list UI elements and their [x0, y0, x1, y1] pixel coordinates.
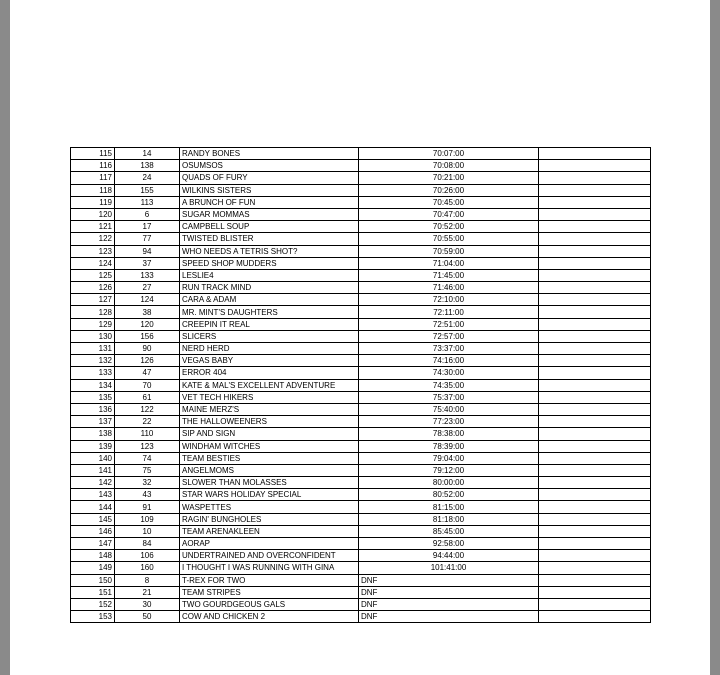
empty-cell	[539, 257, 651, 269]
table-row	[71, 148, 651, 160]
team-name-cell: RAGIN' BUNGHOLES	[180, 513, 359, 525]
table-row	[71, 196, 651, 208]
place-cell: 149	[71, 562, 115, 574]
team-name-cell: WILKINS SISTERS	[180, 184, 359, 196]
place-cell: 135	[71, 391, 115, 403]
place-cell: 118	[71, 184, 115, 196]
empty-cell	[539, 489, 651, 501]
team-name-cell: AORAP	[180, 538, 359, 550]
place-cell: 124	[71, 257, 115, 269]
bib-cell: 14	[115, 148, 180, 160]
empty-cell	[539, 306, 651, 318]
place-cell: 126	[71, 282, 115, 294]
finish-time-cell: 79:12:00	[359, 464, 539, 476]
empty-cell	[539, 294, 651, 306]
bib-cell: 43	[115, 489, 180, 501]
table-row	[71, 233, 651, 245]
team-name-cell: NERD HERD	[180, 343, 359, 355]
place-cell: 125	[71, 269, 115, 281]
document-page	[10, 0, 710, 675]
place-cell: 139	[71, 440, 115, 452]
empty-cell	[539, 367, 651, 379]
empty-cell	[539, 318, 651, 330]
team-name-cell: UNDERTRAINED AND OVERCONFIDENT	[180, 550, 359, 562]
team-name-cell: TEAM STRIPES	[180, 586, 359, 598]
empty-cell	[539, 148, 651, 160]
team-name-cell: CAMPBELL SOUP	[180, 221, 359, 233]
empty-cell	[539, 391, 651, 403]
bib-cell: 32	[115, 477, 180, 489]
place-cell: 146	[71, 525, 115, 537]
team-name-cell: WHO NEEDS A TETRIS SHOT?	[180, 245, 359, 257]
table-row	[71, 172, 651, 184]
empty-cell	[539, 452, 651, 464]
place-cell: 116	[71, 160, 115, 172]
finish-time-cell: 74:35:00	[359, 379, 539, 391]
table-row	[71, 282, 651, 294]
table-row	[71, 416, 651, 428]
bib-cell: 106	[115, 550, 180, 562]
place-cell: 141	[71, 464, 115, 476]
place-cell: 148	[71, 550, 115, 562]
team-name-cell: MR. MINT'S DAUGHTERS	[180, 306, 359, 318]
finish-time-cell: DNF	[359, 598, 539, 610]
team-name-cell: LESLIE4	[180, 269, 359, 281]
place-cell: 143	[71, 489, 115, 501]
empty-cell	[539, 172, 651, 184]
bib-cell: 37	[115, 257, 180, 269]
results-table-body	[71, 148, 651, 623]
bib-cell: 17	[115, 221, 180, 233]
place-cell: 152	[71, 598, 115, 610]
finish-time-cell: 70:55:00	[359, 233, 539, 245]
finish-time-cell: 70:45:00	[359, 196, 539, 208]
empty-cell	[539, 245, 651, 257]
place-cell: 119	[71, 196, 115, 208]
empty-cell	[539, 501, 651, 513]
finish-time-cell: 85:45:00	[359, 525, 539, 537]
finish-time-cell: 101:41:00	[359, 562, 539, 574]
place-cell: 130	[71, 330, 115, 342]
bib-cell: 120	[115, 318, 180, 330]
finish-time-cell: 71:46:00	[359, 282, 539, 294]
table-row	[71, 269, 651, 281]
bib-cell: 61	[115, 391, 180, 403]
place-cell: 115	[71, 148, 115, 160]
empty-cell	[539, 477, 651, 489]
finish-time-cell: 70:08:00	[359, 160, 539, 172]
place-cell: 140	[71, 452, 115, 464]
empty-cell	[539, 598, 651, 610]
table-row	[71, 208, 651, 220]
finish-time-cell: 75:37:00	[359, 391, 539, 403]
empty-cell	[539, 403, 651, 415]
place-cell: 127	[71, 294, 115, 306]
empty-cell	[539, 208, 651, 220]
bib-cell: 6	[115, 208, 180, 220]
empty-cell	[539, 343, 651, 355]
bib-cell: 133	[115, 269, 180, 281]
finish-time-cell: 70:47:00	[359, 208, 539, 220]
team-name-cell: CREEPIN IT REAL	[180, 318, 359, 330]
team-name-cell: SLOWER THAN MOLASSES	[180, 477, 359, 489]
finish-time-cell: 79:04:00	[359, 452, 539, 464]
team-name-cell: STAR WARS HOLIDAY SPECIAL	[180, 489, 359, 501]
bib-cell: 156	[115, 330, 180, 342]
team-name-cell: T-REX FOR TWO	[180, 574, 359, 586]
empty-cell	[539, 440, 651, 452]
bib-cell: 74	[115, 452, 180, 464]
finish-time-cell: 75:40:00	[359, 403, 539, 415]
finish-time-cell: 72:57:00	[359, 330, 539, 342]
bib-cell: 70	[115, 379, 180, 391]
finish-time-cell: 94:44:00	[359, 550, 539, 562]
place-cell: 138	[71, 428, 115, 440]
finish-time-cell: 77:23:00	[359, 416, 539, 428]
table-row	[71, 538, 651, 550]
bib-cell: 138	[115, 160, 180, 172]
table-row	[71, 501, 651, 513]
team-name-cell: SLICERS	[180, 330, 359, 342]
bib-cell: 77	[115, 233, 180, 245]
empty-cell	[539, 562, 651, 574]
empty-cell	[539, 330, 651, 342]
table-row	[71, 452, 651, 464]
team-name-cell: WASPETTES	[180, 501, 359, 513]
place-cell: 147	[71, 538, 115, 550]
place-cell: 153	[71, 611, 115, 623]
finish-time-cell: DNF	[359, 611, 539, 623]
empty-cell	[539, 513, 651, 525]
table-row	[71, 379, 651, 391]
place-cell: 150	[71, 574, 115, 586]
bib-cell: 10	[115, 525, 180, 537]
table-row	[71, 477, 651, 489]
team-name-cell: OSUMSOS	[180, 160, 359, 172]
bib-cell: 84	[115, 538, 180, 550]
finish-time-cell: 70:07:00	[359, 148, 539, 160]
team-name-cell: ERROR 404	[180, 367, 359, 379]
place-cell: 117	[71, 172, 115, 184]
finish-time-cell: 92:58:00	[359, 538, 539, 550]
table-row	[71, 330, 651, 342]
place-cell: 145	[71, 513, 115, 525]
table-row	[71, 440, 651, 452]
table-row	[71, 513, 651, 525]
bib-cell: 90	[115, 343, 180, 355]
table-row	[71, 184, 651, 196]
team-name-cell: I THOUGHT I WAS RUNNING WITH GINA	[180, 562, 359, 574]
bib-cell: 94	[115, 245, 180, 257]
place-cell: 128	[71, 306, 115, 318]
team-name-cell: THE HALLOWEENERS	[180, 416, 359, 428]
place-cell: 123	[71, 245, 115, 257]
table-row	[71, 562, 651, 574]
table-row	[71, 245, 651, 257]
table-row	[71, 403, 651, 415]
finish-time-cell: 72:51:00	[359, 318, 539, 330]
bib-cell: 122	[115, 403, 180, 415]
team-name-cell: ANGELMOMS	[180, 464, 359, 476]
finish-time-cell: 78:39:00	[359, 440, 539, 452]
table-row	[71, 294, 651, 306]
bib-cell: 21	[115, 586, 180, 598]
table-row	[71, 464, 651, 476]
table-row	[71, 586, 651, 598]
table-row	[71, 355, 651, 367]
finish-time-cell: 81:18:00	[359, 513, 539, 525]
team-name-cell: SIP AND SIGN	[180, 428, 359, 440]
bib-cell: 50	[115, 611, 180, 623]
bib-cell: 24	[115, 172, 180, 184]
team-name-cell: TWISTED BLISTER	[180, 233, 359, 245]
empty-cell	[539, 184, 651, 196]
team-name-cell: MAINE MERZ'S	[180, 403, 359, 415]
empty-cell	[539, 464, 651, 476]
table-row	[71, 611, 651, 623]
empty-cell	[539, 525, 651, 537]
bib-cell: 160	[115, 562, 180, 574]
finish-time-cell: 70:21:00	[359, 172, 539, 184]
empty-cell	[539, 355, 651, 367]
finish-time-cell: 73:37:00	[359, 343, 539, 355]
empty-cell	[539, 282, 651, 294]
place-cell: 121	[71, 221, 115, 233]
bib-cell: 123	[115, 440, 180, 452]
empty-cell	[539, 428, 651, 440]
empty-cell	[539, 379, 651, 391]
team-name-cell: VET TECH HIKERS	[180, 391, 359, 403]
empty-cell	[539, 269, 651, 281]
bib-cell: 155	[115, 184, 180, 196]
team-name-cell: WINDHAM WITCHES	[180, 440, 359, 452]
empty-cell	[539, 611, 651, 623]
bib-cell: 75	[115, 464, 180, 476]
place-cell: 120	[71, 208, 115, 220]
empty-cell	[539, 196, 651, 208]
team-name-cell: TEAM BESTIES	[180, 452, 359, 464]
team-name-cell: QUADS OF FURY	[180, 172, 359, 184]
table-row	[71, 428, 651, 440]
table-row	[71, 489, 651, 501]
table-row	[71, 574, 651, 586]
empty-cell	[539, 416, 651, 428]
finish-time-cell: DNF	[359, 574, 539, 586]
table-row	[71, 221, 651, 233]
empty-cell	[539, 221, 651, 233]
finish-time-cell: 74:16:00	[359, 355, 539, 367]
place-cell: 136	[71, 403, 115, 415]
team-name-cell: A BRUNCH OF FUN	[180, 196, 359, 208]
empty-cell	[539, 160, 651, 172]
place-cell: 129	[71, 318, 115, 330]
bib-cell: 91	[115, 501, 180, 513]
bib-cell: 124	[115, 294, 180, 306]
bib-cell: 22	[115, 416, 180, 428]
finish-time-cell: 72:10:00	[359, 294, 539, 306]
bib-cell: 8	[115, 574, 180, 586]
finish-time-cell: 72:11:00	[359, 306, 539, 318]
team-name-cell: COW AND CHICKEN 2	[180, 611, 359, 623]
bib-cell: 27	[115, 282, 180, 294]
table-row	[71, 367, 651, 379]
bib-cell: 126	[115, 355, 180, 367]
finish-time-cell: 71:45:00	[359, 269, 539, 281]
place-cell: 151	[71, 586, 115, 598]
team-name-cell: SUGAR MOMMAS	[180, 208, 359, 220]
finish-time-cell: 70:26:00	[359, 184, 539, 196]
finish-time-cell: 80:00:00	[359, 477, 539, 489]
team-name-cell: VEGAS BABY	[180, 355, 359, 367]
finish-time-cell: 78:38:00	[359, 428, 539, 440]
empty-cell	[539, 586, 651, 598]
table-row	[71, 160, 651, 172]
place-cell: 144	[71, 501, 115, 513]
table-row	[71, 318, 651, 330]
team-name-cell: CARA & ADAM	[180, 294, 359, 306]
finish-time-cell: DNF	[359, 586, 539, 598]
table-row	[71, 550, 651, 562]
results-table	[70, 147, 651, 623]
bib-cell: 47	[115, 367, 180, 379]
team-name-cell: SPEED SHOP MUDDERS	[180, 257, 359, 269]
finish-time-cell: 74:30:00	[359, 367, 539, 379]
table-row	[71, 343, 651, 355]
team-name-cell: TWO GOURDGEOUS GALS	[180, 598, 359, 610]
table-row	[71, 306, 651, 318]
place-cell: 131	[71, 343, 115, 355]
table-row	[71, 391, 651, 403]
bib-cell: 110	[115, 428, 180, 440]
team-name-cell: RANDY BONES	[180, 148, 359, 160]
finish-time-cell: 71:04:00	[359, 257, 539, 269]
bib-cell: 30	[115, 598, 180, 610]
place-cell: 134	[71, 379, 115, 391]
finish-time-cell: 70:59:00	[359, 245, 539, 257]
finish-time-cell: 81:15:00	[359, 501, 539, 513]
bib-cell: 109	[115, 513, 180, 525]
empty-cell	[539, 538, 651, 550]
place-cell: 132	[71, 355, 115, 367]
table-row	[71, 257, 651, 269]
place-cell: 137	[71, 416, 115, 428]
empty-cell	[539, 233, 651, 245]
empty-cell	[539, 574, 651, 586]
place-cell: 133	[71, 367, 115, 379]
empty-cell	[539, 550, 651, 562]
bib-cell: 113	[115, 196, 180, 208]
finish-time-cell: 80:52:00	[359, 489, 539, 501]
place-cell: 122	[71, 233, 115, 245]
finish-time-cell: 70:52:00	[359, 221, 539, 233]
place-cell: 142	[71, 477, 115, 489]
team-name-cell: TEAM ARENAKLEEN	[180, 525, 359, 537]
table-row	[71, 598, 651, 610]
table-row	[71, 525, 651, 537]
team-name-cell: RUN TRACK MIND	[180, 282, 359, 294]
team-name-cell: KATE & MAL'S EXCELLENT ADVENTURE	[180, 379, 359, 391]
bib-cell: 38	[115, 306, 180, 318]
